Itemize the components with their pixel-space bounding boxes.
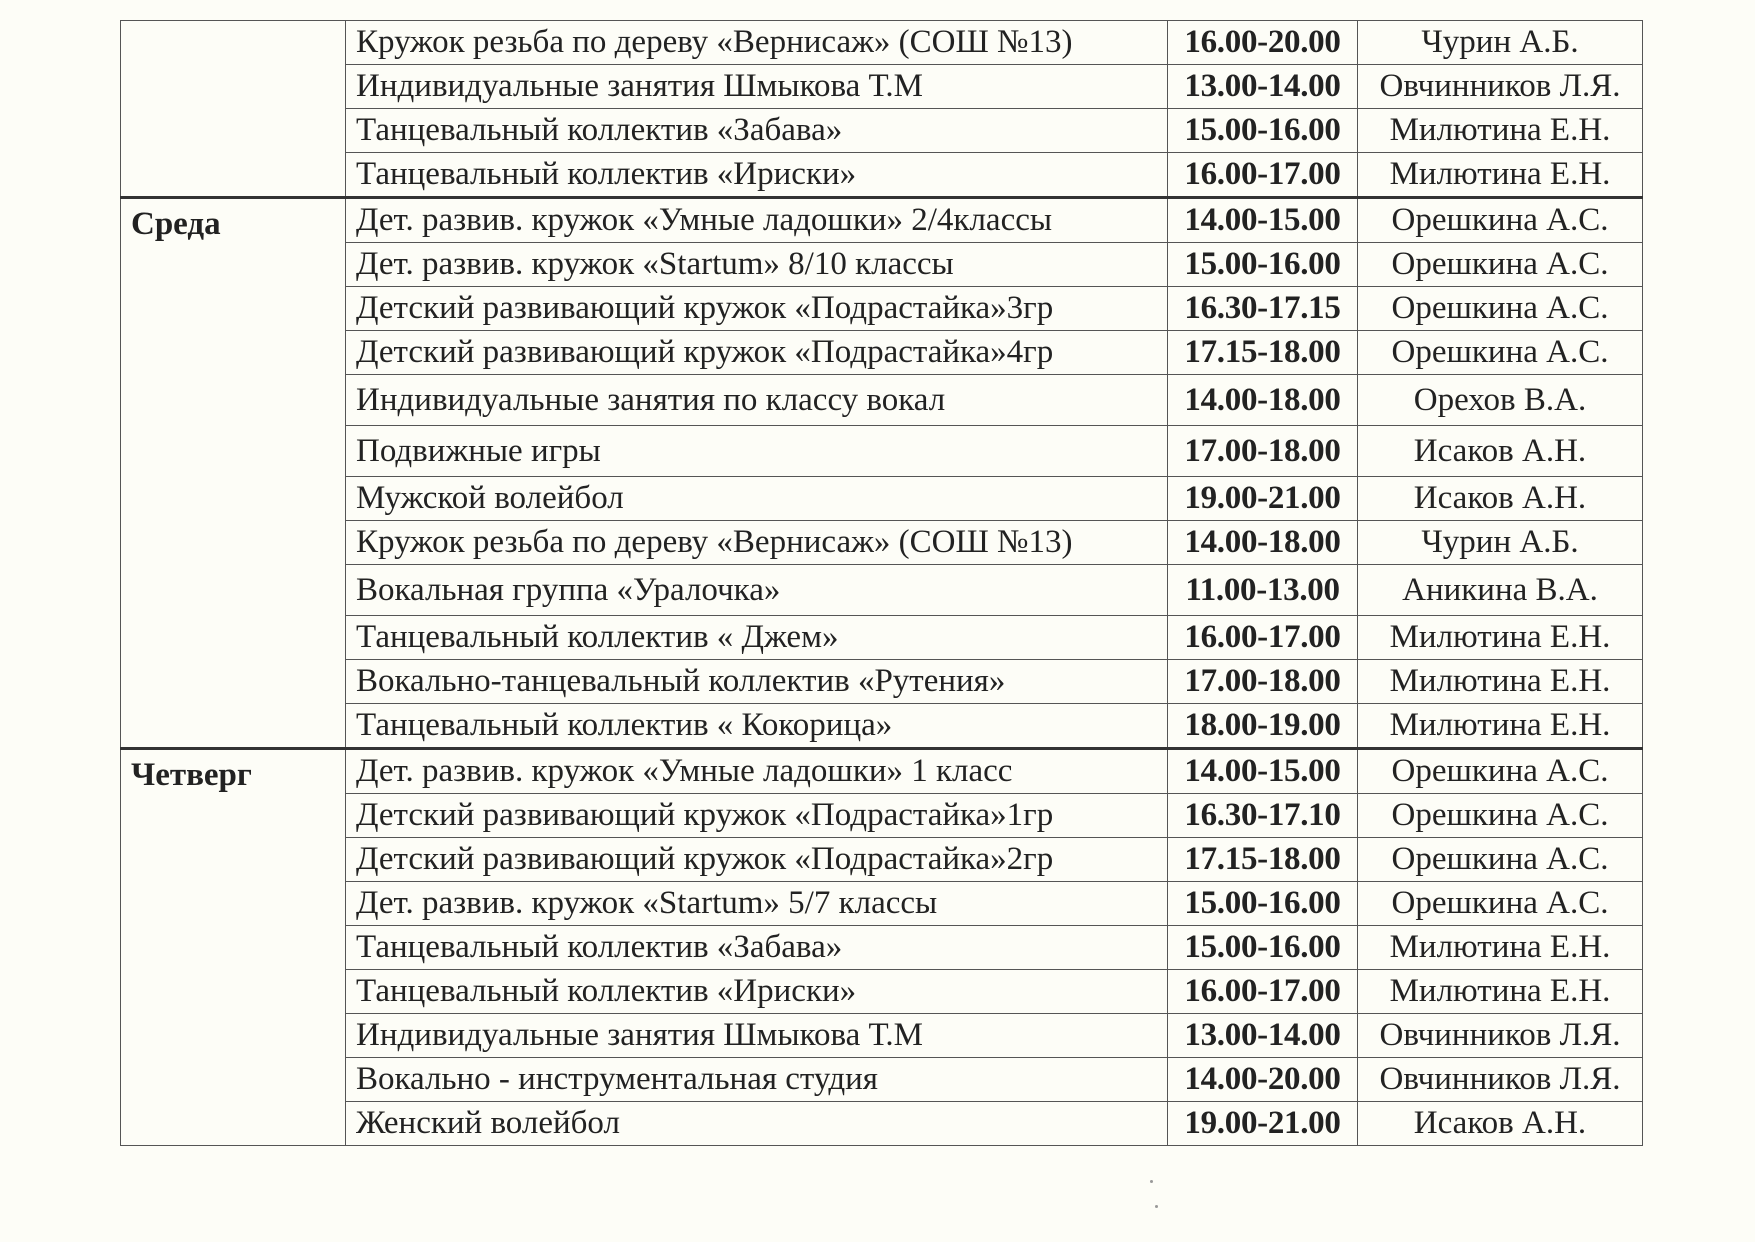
activity-cell: Женский волейбол — [346, 1102, 1168, 1146]
time-cell: 15.00-16.00 — [1168, 243, 1358, 287]
activity-cell: Вокально-танцевальный коллектив «Рутения» — [346, 660, 1168, 704]
leader-cell: Милютина Е.Н. — [1358, 616, 1643, 660]
time-cell: 14.00-15.00 — [1168, 749, 1358, 794]
time-cell: 14.00-20.00 — [1168, 1058, 1358, 1102]
time-cell: 16.00-20.00 — [1168, 21, 1358, 65]
table-row — [121, 153, 1643, 198]
leader-cell: Овчинников Л.Я. — [1358, 1014, 1643, 1058]
table-row — [121, 331, 1643, 375]
activity-cell: Танцевальный коллектив « Джем» — [346, 616, 1168, 660]
time-cell: 15.00-16.00 — [1168, 926, 1358, 970]
activity-cell: Детский развивающий кружок «Подрастайка»2гр — [346, 838, 1168, 882]
time-cell: 17.00-18.00 — [1168, 426, 1358, 477]
leader-cell: Овчинников Л.Я. — [1358, 65, 1643, 109]
leader-cell: Исаков А.Н. — [1358, 426, 1643, 477]
time-cell: 17.00-18.00 — [1168, 660, 1358, 704]
scan-speck — [1150, 1180, 1153, 1183]
time-cell: 18.00-19.00 — [1168, 704, 1358, 749]
schedule-body — [121, 21, 1643, 1146]
activity-cell: Танцевальный коллектив «Ириски» — [346, 153, 1168, 198]
leader-cell: Орехов В.А. — [1358, 375, 1643, 426]
leader-cell: Орешкина А.С. — [1358, 794, 1643, 838]
leader-cell: Чурин А.Б. — [1358, 21, 1643, 65]
day-cell: Четверг — [121, 749, 346, 1146]
table-row — [121, 198, 1643, 243]
leader-cell: Орешкина А.С. — [1358, 198, 1643, 243]
table-row — [121, 1058, 1643, 1102]
leader-cell: Исаков А.Н. — [1358, 477, 1643, 521]
leader-cell: Орешкина А.С. — [1358, 287, 1643, 331]
activity-cell: Индивидуальные занятия Шмыкова Т.М — [346, 1014, 1168, 1058]
table-row — [121, 477, 1643, 521]
table-row — [121, 660, 1643, 704]
activity-cell: Индивидуальные занятия Шмыкова Т.М — [346, 65, 1168, 109]
activity-cell: Мужской волейбол — [346, 477, 1168, 521]
activity-cell: Детский развивающий кружок «Подрастайка»1гр — [346, 794, 1168, 838]
table-row — [121, 521, 1643, 565]
activity-cell: Детский развивающий кружок «Подрастайка»4гр — [346, 331, 1168, 375]
leader-cell: Аникина В.А. — [1358, 565, 1643, 616]
leader-cell: Милютина Е.Н. — [1358, 926, 1643, 970]
time-cell: 16.30-17.15 — [1168, 287, 1358, 331]
table-row — [121, 749, 1643, 794]
leader-cell: Милютина Е.Н. — [1358, 153, 1643, 198]
time-cell: 19.00-21.00 — [1168, 1102, 1358, 1146]
time-cell: 13.00-14.00 — [1168, 65, 1358, 109]
table-row — [121, 838, 1643, 882]
leader-cell: Милютина Е.Н. — [1358, 704, 1643, 749]
table-row — [121, 243, 1643, 287]
leader-cell: Овчинников Л.Я. — [1358, 1058, 1643, 1102]
activity-cell: Кружок резьба по дереву «Вернисаж» (СОШ №13) — [346, 521, 1168, 565]
time-cell: 16.00-17.00 — [1168, 970, 1358, 1014]
time-cell: 14.00-18.00 — [1168, 375, 1358, 426]
activity-cell: Танцевальный коллектив «Забава» — [346, 109, 1168, 153]
activity-cell: Вокально - инструментальная студия — [346, 1058, 1168, 1102]
table-row — [121, 1102, 1643, 1146]
table-row — [121, 1014, 1643, 1058]
time-cell: 15.00-16.00 — [1168, 109, 1358, 153]
day-cell — [121, 21, 346, 198]
activity-cell: Индивидуальные занятия по классу вокал — [346, 375, 1168, 426]
activity-cell: Детский развивающий кружок «Подрастайка»3гр — [346, 287, 1168, 331]
time-cell: 16.00-17.00 — [1168, 153, 1358, 198]
day-cell: Среда — [121, 198, 346, 749]
table-row — [121, 21, 1643, 65]
time-cell: 14.00-15.00 — [1168, 198, 1358, 243]
table-row — [121, 375, 1643, 426]
table-row — [121, 65, 1643, 109]
leader-cell: Милютина Е.Н. — [1358, 109, 1643, 153]
time-cell: 16.30-17.10 — [1168, 794, 1358, 838]
leader-cell: Орешкина А.С. — [1358, 882, 1643, 926]
activity-cell: Дет. развив. кружок «Startum» 8/10 классы — [346, 243, 1168, 287]
table-row — [121, 704, 1643, 749]
activity-cell: Танцевальный коллектив « Кокорица» — [346, 704, 1168, 749]
leader-cell: Орешкина А.С. — [1358, 749, 1643, 794]
scan-speck — [1155, 1205, 1158, 1208]
time-cell: 19.00-21.00 — [1168, 477, 1358, 521]
time-cell: 17.15-18.00 — [1168, 838, 1358, 882]
activity-cell: Дет. развив. кружок «Startum» 5/7 классы — [346, 882, 1168, 926]
leader-cell: Милютина Е.Н. — [1358, 660, 1643, 704]
table-row — [121, 426, 1643, 477]
table-row — [121, 970, 1643, 1014]
schedule-table — [120, 20, 1643, 1146]
table-row — [121, 565, 1643, 616]
leader-cell: Исаков А.Н. — [1358, 1102, 1643, 1146]
time-cell: 17.15-18.00 — [1168, 331, 1358, 375]
time-cell: 15.00-16.00 — [1168, 882, 1358, 926]
table-row — [121, 882, 1643, 926]
table-row — [121, 616, 1643, 660]
activity-cell: Подвижные игры — [346, 426, 1168, 477]
table-row — [121, 287, 1643, 331]
table-row — [121, 794, 1643, 838]
leader-cell: Орешкина А.С. — [1358, 243, 1643, 287]
leader-cell: Милютина Е.Н. — [1358, 970, 1643, 1014]
activity-cell: Дет. развив. кружок «Умные ладошки» 1 класс — [346, 749, 1168, 794]
leader-cell: Орешкина А.С. — [1358, 331, 1643, 375]
leader-cell: Чурин А.Б. — [1358, 521, 1643, 565]
activity-cell: Кружок резьба по дереву «Вернисаж» (СОШ №13) — [346, 21, 1168, 65]
time-cell: 13.00-14.00 — [1168, 1014, 1358, 1058]
activity-cell: Танцевальный коллектив «Ириски» — [346, 970, 1168, 1014]
time-cell: 16.00-17.00 — [1168, 616, 1358, 660]
time-cell: 11.00-13.00 — [1168, 565, 1358, 616]
activity-cell: Вокальная группа «Уралочка» — [346, 565, 1168, 616]
activity-cell: Дет. развив. кружок «Умные ладошки» 2/4классы — [346, 198, 1168, 243]
table-row — [121, 926, 1643, 970]
leader-cell: Орешкина А.С. — [1358, 838, 1643, 882]
activity-cell: Танцевальный коллектив «Забава» — [346, 926, 1168, 970]
table-row — [121, 109, 1643, 153]
time-cell: 14.00-18.00 — [1168, 521, 1358, 565]
